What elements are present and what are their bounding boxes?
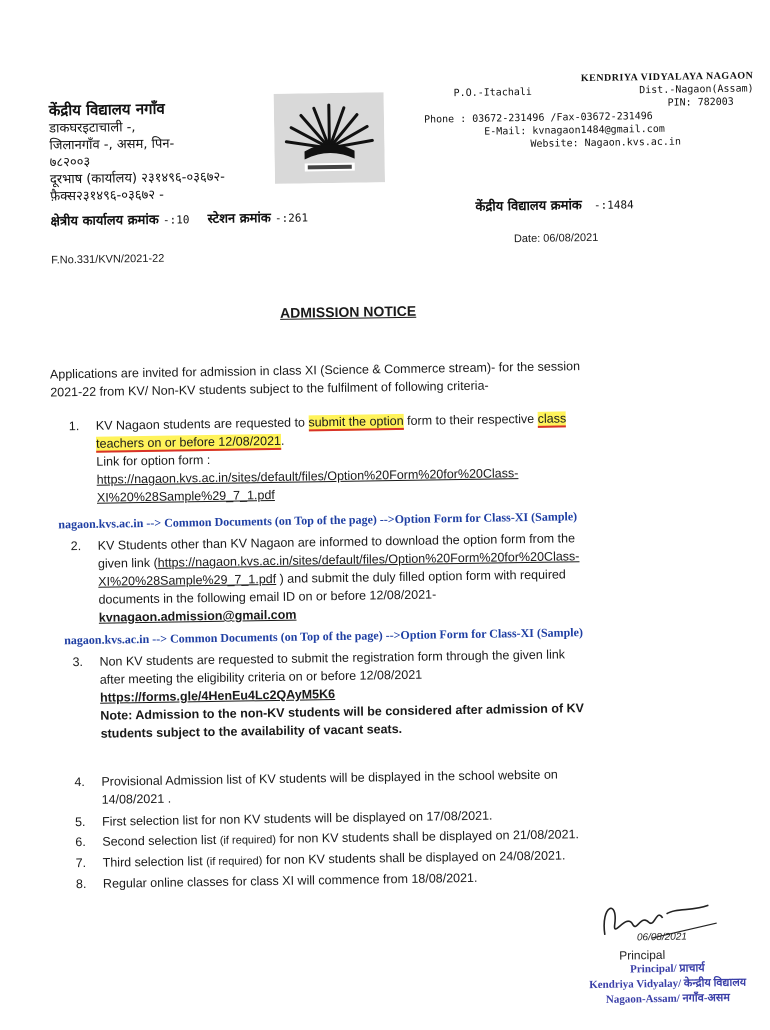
criteria-item-4 [74,764,674,809]
kvs-logo [274,92,385,184]
item-qualifier: (if required) [219,833,277,847]
item-text: 14/08/2021 . [101,791,172,807]
principal-stamp [567,960,768,1008]
admission-note: students subject to the availability of vacant seats. [100,721,403,741]
admission-email-link[interactable]: kvnagaon.admission@gmail.com [98,607,297,625]
pin-code: PIN: 782003 [667,96,734,109]
hindi-address-line: डाकघरइटाचाली -, [49,120,136,137]
intro-line: 2021-22 from KV/ Non-KV students subject to the fulfilment of following criteria- [50,378,489,400]
email-address: E-Mail: kvnagaon1484@gmail.com [484,123,665,138]
district: Dist.-Nagaon(Assam) [639,83,754,97]
criteria-item-3 [72,644,673,743]
link-label: Link for option form : [96,452,211,469]
notice-title: ADMISSION NOTICE [279,302,417,321]
highlighted-text: class [537,411,567,426]
hindi-fax-line: फ़ैक्स२३१४९६-०३६७२ - [50,187,165,205]
item-text: Second selection list [102,832,220,849]
item-text: given link ( [97,555,158,571]
item-text: . [280,433,285,448]
post-office: P.O.-Itachali [453,86,532,100]
regional-office-label: क्षेत्रीय कार्यालय क्रमांक [50,212,159,230]
hindi-address-line: ७८२००३ [49,154,91,171]
item-text: ) and submit the duly filled option form with required [276,567,566,586]
item-number: 1. [68,419,80,434]
intro-line: Applications are invited for admission in class XI (Science & Commerce stream)- for the session [49,359,581,382]
website: Website: Nagaon.kvs.ac.in [530,136,682,150]
item-text: First selection list for non KV students will be displayed on 17/08/2021. [101,808,493,829]
codes-row [50,209,308,230]
option-form-link[interactable]: XI%20%28Sample%29_7_1.pdf [98,571,277,589]
english-header [423,69,754,152]
item-qualifier: (if required) [206,855,263,869]
station-label: स्टेशन क्रमांक [207,210,271,227]
item-number: 6. [75,834,86,850]
navigation-path-hint: nagaon.kvs.ac.in --> Common Documents (on Top of the page) -->Option Form for Class-XI (Sample) [64,625,584,648]
item-text: Third selection list [102,854,207,870]
kv-code-row [475,196,634,215]
item-text: KV Nagaon students are requested to [95,415,309,433]
item-text: for non KV students shall be displayed on 24/08/2021. [262,848,566,868]
stamp-line: Nagaon-Assam/ नगाँव-असम [605,991,730,1006]
item-number: 5. [74,814,86,830]
item-number: 4. [74,774,85,790]
regional-office-code: -:10 [162,213,190,227]
item-text: for non KV students shall be displayed on 21/08/2021. [275,827,580,846]
file-number: F.No.331/KVN/2021-22 [51,252,165,267]
criteria-items-4-8 [74,764,676,893]
highlighted-deadline: teachers on or before 12/08/2021 [95,433,282,451]
navigation-path-hint: nagaon.kvs.ac.in --> Common Documents (on Top of the page) -->Option Form for Class-XI (Sample) [58,509,578,532]
item-number: 2. [70,539,82,554]
intro-paragraph [50,355,700,401]
item-text: Non KV students are requested to submit the registration form through the given link [99,647,566,669]
item-text: documents in the following email ID on or before 12/08/2021- [98,587,437,607]
signature-date: 06/08/2021 [636,931,688,944]
item-text: form to their respective [403,411,538,428]
stamp-line: Principal/ प्राचार्य [630,962,705,976]
item-number: 3. [72,655,84,670]
registration-form-link[interactable]: https://forms.gle/4HenEu4Lc2QAyM5K6 [99,687,336,705]
criteria-item-2 [71,528,672,627]
item-number: 7. [75,855,87,871]
option-form-link[interactable]: https://nagaon.kvs.ac.in/sites/default/files/Option%20Form%20for%20Class- [157,549,580,570]
option-form-link[interactable]: XI%20%28Sample%29_7_1.pdf [96,487,275,505]
item-text: Regular online classes for class XI will commence from 18/08/2021. [102,870,478,891]
station-code: -:261 [274,211,309,225]
hindi-address-line: जिलानगाँव -, असम, पिन- [49,136,175,154]
phone-fax: Phone : 03672-231496 /Fax-03672-231496 [423,110,653,126]
signature-mark [596,893,727,955]
kv-code: -:1484 [593,198,634,212]
item-text: KV Students other than KV Nagaon are informed to download the option form from the [97,531,576,553]
highlighted-text: submit the option [308,413,404,430]
notice-date: Date: 06/08/2021 [513,231,599,246]
hindi-phone-line: दूरभाष (कार्यालय) २३१४९६-०३६७२- [49,169,226,188]
item-text: after meeting the eligibility criteria on or before 12/08/2021 [99,667,423,687]
principal-label: Principal [619,947,666,963]
admission-note: Note: Admission to the non-KV students will be considered after admission of KV [100,701,585,723]
criteria-item-1 [69,408,670,507]
option-form-link[interactable]: https://nagaon.kvs.ac.in/sites/default/files/Option%20Form%20for%20Class- [96,466,519,487]
kv-code-label: केंद्रीय विद्यालय क्रमांक [475,198,582,215]
item-text: Provisional Admission list of KV students will be displayed in the school website on [101,767,558,789]
hindi-header [49,98,226,206]
school-name-hindi: केंद्रीय विद्यालय नगाँव [48,99,165,120]
school-name-english: KENDRIYA VIDYALAYA NAGAON [580,70,754,85]
stamp-line: Kendriya Vidyalay/ केन्द्रीय विद्यालय [589,976,747,992]
item-number: 8. [75,876,87,892]
